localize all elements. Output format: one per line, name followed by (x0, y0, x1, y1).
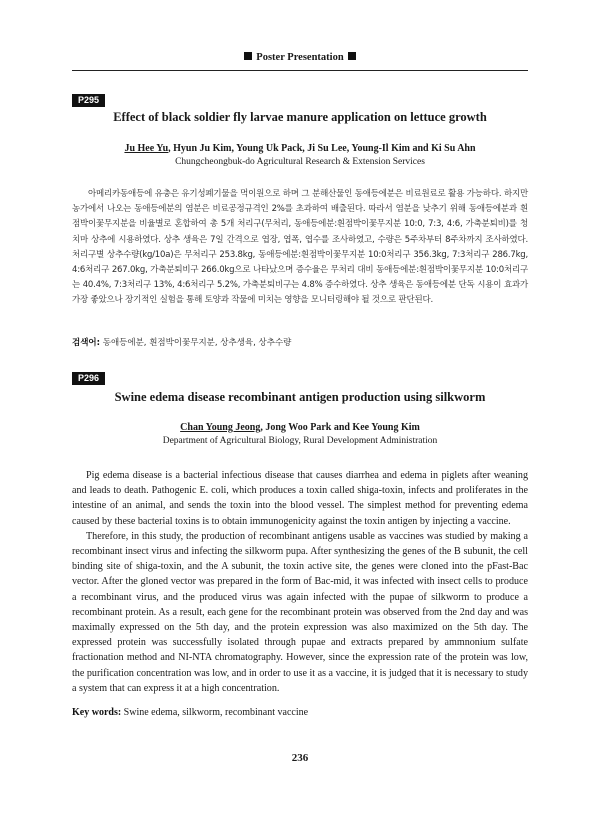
presenting-author: Chan Young Jeong (180, 422, 261, 433)
author-line (72, 422, 528, 433)
co-authors: , Hyun Ju Kim, Young Uk Pack, Ji Su Lee, Young-Il Kim and Ki Su Ahn (168, 143, 476, 154)
abstract-paragraph: 아메리카동애등에 유충은 유기성폐기물을 먹이원으로 하며 그 분해산물인 동애등에분은 비료원료로 활용 가능하다. 하지만 농가에서 나오는 동애등에분의 염분은 비료공정규격인 2%를 초과하여 배출된다. 따라서 염분을 낮추기 위해 동애등에분과 흰점박이꽃무지분을 비율별로 혼합하여 총 5개 처리구(무처리, 동애등에분:흰점박이꽃무지분 10:0, 7:3, 4:6, 가축분퇴비)를 청치마 상추에 시용하였다. 상추 생육은 7일 간격으로 엽장, 엽폭, 엽수를 조사하였고, 수량은 5주차부터 8주차까지 조사하였다. 처리구별 상추수량(kg/10a)은 무처리구 253.8kg, 동애등에분:흰점박이꽃무지분 10:0처리구 356.3kg, 7:3처리구 286.7kg, 4:6처리구 267.0kg, 가축분퇴비구 266.0kg으로 나타났으며 증수율은 무처리 대비 동애등에분:흰점박이꽃무지분 10:0처리구는 40.4%, 7:3처리구 13%, 4:6처리구 5.2%, 가축분퇴비구는 4.8% 증수하였다. 상추 생육은 동애등에분 단독 시용이 효과가 가장 좋았으나 장기적인 실험을 통해 토양과 작물에 미치는 영향을 모니터링해야 될 것으로 판단된다. (72, 189, 528, 306)
abstract-code-badge: P295 (72, 94, 105, 107)
affiliation: Department of Agricultural Biology, Rural Development Administration (162, 436, 438, 446)
header-rule (72, 70, 528, 71)
keywords-label: Key words: (72, 707, 122, 718)
abstract-paragraph: Pig edema disease is a bacterial infectious disease that causes diarrhea and edema in piglets after weaning and leads to death. Pathogenic E. coli, which produces a toxin called shiga-toxin, infects and proliferates in the intestine of an animal, and sends the toxin into the blood vessel. The simplest method for preventing edema caused by these bacterial toxins is to obtain immunogenicity against the toxin antigen by injecting a vaccine. (72, 470, 528, 527)
author-line (72, 143, 528, 154)
square-bullet-icon (348, 52, 356, 60)
abstract-code-badge: P296 (72, 372, 105, 385)
square-bullet-icon (244, 52, 252, 60)
keywords-label: 검색어: (72, 338, 101, 348)
abstract-title: Swine edema disease recombinant antigen production using silkworm (114, 390, 486, 404)
abstract-title: Effect of black soldier fly larvae manure application on lettuce growth (113, 110, 487, 124)
section-header-label: Poster Presentation (256, 52, 344, 63)
section-header (72, 52, 528, 68)
abstract-body (72, 187, 528, 309)
abstract-paragraph: Therefore, in this study, the production of recombinant antigens usable as vaccines was studied by making a recombinant insect virus and infecting the silkworm pupa. After synthesizing the genes of the B subunit, the cell binding site of shiga-toxin, and the A subunit, the toxin active site, the genes were cloned into the pFast-Bac vector. After the gloned vector was prepared in the form of Bac-mid, it was infected with insect cells to produce a recombinant virus, and the produced virus was again infected with the pupae of silkworm to produce a recombinant protein. As a result, each gene for the recombinant protein was observed from the 2nd day and was maximally expressed on the 5th day, and the protein expression was also maximized on the 5th day. The expressed protein was successfully isolated through pupae and extracts prepared by ammnonium sulfate fractionation method and NI-NTA chromatography. However, since the expression rate of the protein was low, the purification concentration was low, and in order to use it as a vaccine, it is judged that it is necessary to study a system that can express it at a high concentration. (72, 530, 528, 694)
abstract-body (72, 468, 528, 696)
co-authors: , Jong Woo Park and Kee Young Kim (260, 422, 420, 433)
page-number: 236 (291, 752, 309, 764)
keywords-line (72, 707, 528, 718)
affiliation: Chungcheongbuk-do Agricultural Research & Extension Services (175, 157, 425, 167)
keywords-line (72, 336, 528, 348)
keywords: Swine edema, silkworm, recombinant vaccine (121, 707, 309, 718)
keywords: 동애등에분, 흰점박이꽃무지분, 상추생육, 상추수량 (100, 338, 292, 348)
presenting-author: Ju Hee Yu (124, 143, 169, 154)
